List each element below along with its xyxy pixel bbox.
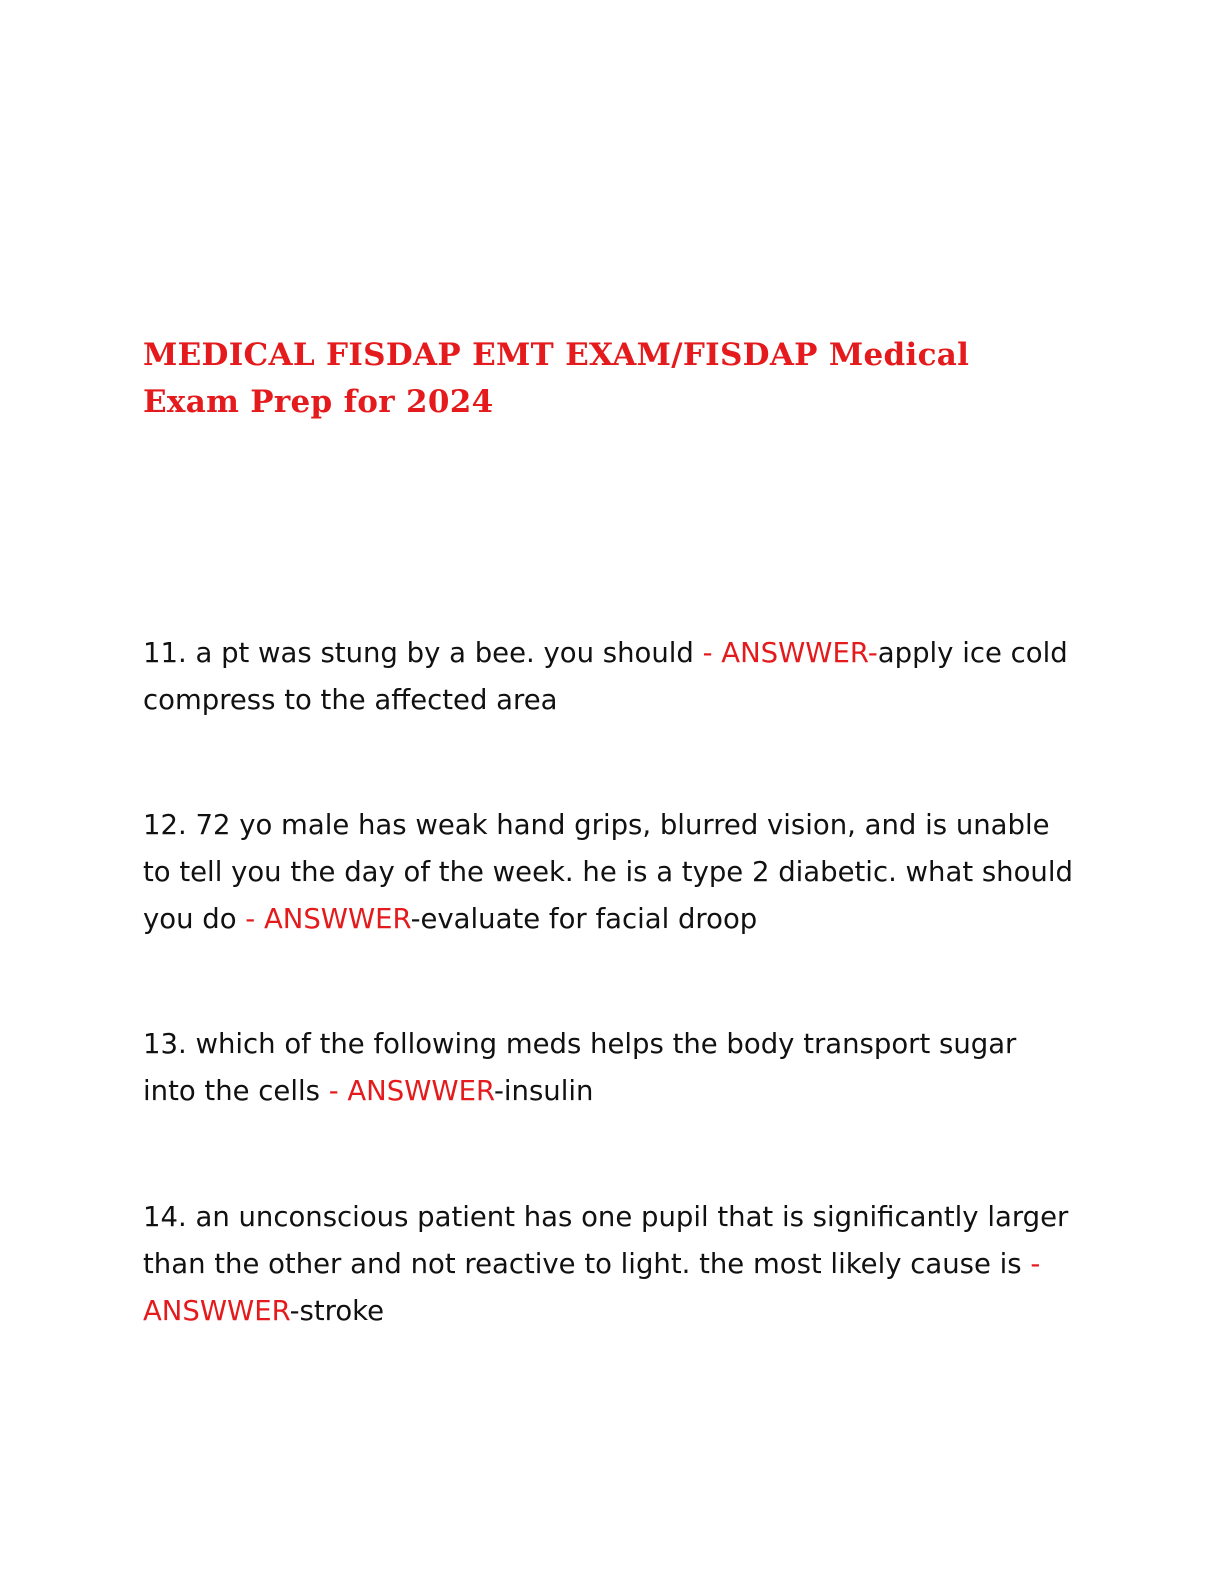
- answer-marker: - ANSWWER: [328, 1075, 494, 1107]
- question-text: 12. 72 yo male has weak hand grips, blurred vision, and is unable to tell you the day of the week. he is a type 2 diabetic. what should you do: [143, 809, 1073, 935]
- answer-marker: - ANSWWER: [143, 1248, 1041, 1327]
- question-item-11: [143, 630, 1073, 724]
- answer-text: -stroke: [289, 1295, 385, 1327]
- question-item-14: [143, 1194, 1073, 1335]
- answer-marker: - ANSWWER: [245, 903, 411, 935]
- question-text: 14. an unconscious patient has one pupil that is significantly larger than the other and not reactive to light. the most likely cause is: [143, 1201, 1069, 1280]
- document-title: MEDICAL FISDAP EMT EXAM/FISDAP Medical Exam Prep for 2024: [143, 337, 970, 420]
- answer-text: apply ice cold compress to the affected area: [143, 637, 1068, 716]
- answer-text: -evaluate for facial droop: [410, 903, 758, 935]
- answer-text: -insulin: [493, 1075, 594, 1107]
- question-text: 11. a pt was stung by a bee. you should: [143, 637, 703, 669]
- question-item-13: [143, 1021, 1073, 1115]
- question-text: 13. which of the following meds helps the body transport sugar into the cells: [143, 1028, 1017, 1107]
- answer-marker: - ANSWWER-: [702, 637, 878, 669]
- question-item-12: [143, 802, 1073, 943]
